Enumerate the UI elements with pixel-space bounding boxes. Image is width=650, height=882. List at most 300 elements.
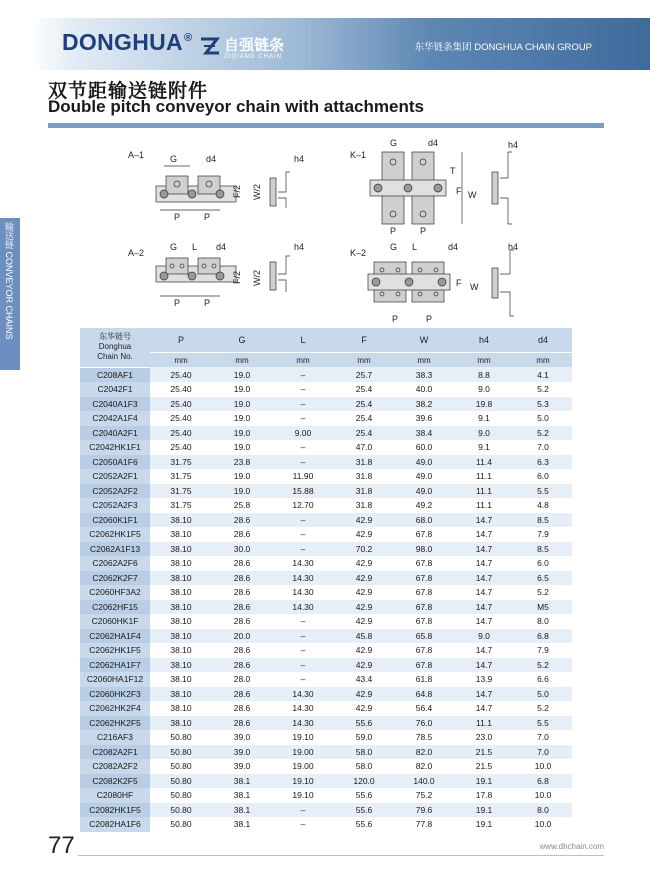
diagram-a2-l: L	[192, 242, 198, 252]
table-cell: 68.0	[394, 513, 454, 528]
table-cell: –	[272, 513, 334, 528]
table-cell: 42.9	[334, 658, 394, 673]
diagram-a2-p1: P	[174, 298, 181, 308]
table-cell: 19.0	[212, 484, 272, 499]
table-cell: 39.0	[212, 745, 272, 760]
table-cell: 50.80	[170, 732, 192, 743]
table-cell: 19.1	[454, 803, 514, 818]
table-cell: 5.2	[537, 703, 549, 714]
table-row	[80, 759, 572, 774]
chain-no-cell: C2052A2F2	[80, 484, 150, 499]
table-cell: 38.1	[233, 819, 251, 830]
table-cell: 7.0	[514, 745, 572, 760]
diagram-a1-w2: W/2	[252, 183, 262, 200]
table-cell: 49.2	[415, 500, 433, 511]
diagram-k1-f: F	[456, 186, 462, 196]
diagram-a1	[128, 150, 304, 222]
table-cell: 49.0	[415, 471, 433, 482]
table-cell: 28.6	[233, 587, 251, 598]
chain-no-cell: C2062HA1F7	[80, 658, 150, 673]
table-cell: 25.4	[355, 413, 373, 424]
table-cell: 14.7	[454, 513, 514, 528]
diagram-a2-g: G	[170, 242, 178, 252]
diagram-k1-d4: d4	[428, 138, 439, 148]
table-row	[80, 469, 572, 484]
table-row	[80, 571, 572, 586]
table-body	[80, 367, 572, 832]
table-row	[80, 803, 572, 818]
table-cell: –	[300, 529, 306, 540]
table-row	[80, 440, 572, 455]
diagram-k1-t: T	[450, 166, 456, 176]
table-cell: 39.0	[233, 761, 251, 772]
chain-no-cell: C2062A1F13	[80, 542, 150, 557]
table-cell: 42.9	[355, 645, 373, 656]
table-cell: 9.1	[478, 442, 490, 453]
table-cell: 9.0	[454, 629, 514, 644]
table-cell: 38.10	[150, 629, 212, 644]
table-cell: 55.6	[334, 716, 394, 731]
chain-no-cell: C2062HK1F5	[80, 527, 150, 542]
table-cell: 38.1	[212, 774, 272, 789]
table-cell: 50.80	[170, 790, 192, 801]
diagram-a2-h4: h4	[294, 242, 305, 252]
group-name: 东华链条集团 DONGHUA CHAIN GROUP	[414, 42, 592, 53]
table-cell: 19.0	[212, 426, 272, 441]
table-cell: 67.8	[415, 558, 433, 569]
chain-no-cell: C2080HF	[80, 788, 150, 803]
table-row	[80, 382, 572, 397]
chain-no-cell: C2062K2F7	[80, 571, 150, 586]
table-cell: 25.40	[170, 384, 192, 395]
diagram-a2-d4: d4	[216, 242, 227, 252]
diagram-a2-p2: P	[204, 298, 211, 308]
diagram-k1-p2: P	[420, 226, 427, 236]
chain-no-cell: C2060HK2F3	[80, 687, 150, 702]
table-cell: 14.30	[292, 703, 314, 714]
table-cell: 14.7	[454, 571, 514, 586]
diagram-k2-w: W	[470, 282, 479, 292]
table-cell: 14.30	[292, 558, 314, 569]
table-row	[80, 716, 572, 731]
table-cell: 21.5	[475, 761, 493, 772]
diagram-k2-label: K–2	[350, 248, 367, 258]
chain-no-cell: C2082HA1F6	[80, 817, 150, 832]
table-cell: 19.0	[212, 367, 272, 382]
unit-p: mm	[150, 353, 212, 368]
diagram-k1-label: K–1	[350, 150, 367, 160]
table-cell: 11.1	[476, 471, 492, 482]
table-cell: 42.9	[334, 513, 394, 528]
table-cell: 9.00	[272, 426, 334, 441]
table-cell: 14.30	[292, 587, 314, 598]
table-cell: 10.0	[534, 819, 552, 830]
chain-no-cell: C2060K1F1	[80, 513, 150, 528]
table-cell: 19.00	[272, 745, 334, 760]
chain-no-cell: C2062HK2F5	[80, 716, 150, 731]
table-cell: –	[272, 367, 334, 382]
ziqiang-logo-icon	[200, 37, 220, 55]
table-cell: 120.0	[334, 774, 394, 789]
diagram-k2-l: L	[412, 242, 418, 252]
brand-en: ZIQIANG CHAIN	[224, 54, 283, 60]
diagram-k1-h4: h4	[508, 140, 519, 150]
table-cell: 67.8	[415, 529, 433, 540]
table-row	[80, 556, 572, 571]
chain-no-cell: C216AF3	[80, 730, 150, 745]
table-cell: 14.7	[454, 687, 514, 702]
diagram-k2-p1: P	[392, 314, 399, 324]
table-cell: 28.6	[212, 571, 272, 586]
diagram-k1-p1: P	[390, 226, 397, 236]
col-header-g: G	[212, 328, 272, 353]
table-cell: 7.9	[537, 645, 549, 656]
unit-l: mm	[272, 353, 334, 368]
table-cell: 38.10	[170, 558, 192, 569]
table-row	[80, 774, 572, 789]
table-cell: 19.0	[233, 471, 251, 482]
table-cell: 77.8	[415, 819, 433, 830]
table-cell: 15.88	[272, 484, 334, 499]
table-cell: 7.0	[537, 442, 549, 453]
table-cell: 25.40	[170, 413, 192, 424]
chain-no-cell: C2040A2F1	[80, 426, 150, 441]
table-cell: 19.1	[454, 774, 514, 789]
table-cell: 28.6	[212, 658, 272, 673]
table-cell: 21.5	[454, 745, 514, 760]
table-cell: 25.8	[233, 500, 251, 511]
diagram-a2-f2: F/2	[232, 270, 242, 284]
table-row	[80, 745, 572, 760]
table-cell: 64.8	[394, 687, 454, 702]
page-number: 77	[48, 832, 75, 859]
diagram-a1-label: A–1	[128, 150, 145, 160]
chain-no-cell: C2050A1F6	[80, 455, 150, 470]
table-cell: 55.6	[355, 819, 373, 830]
table-cell: 19.10	[272, 774, 334, 789]
col-header-l: L	[272, 328, 334, 353]
col-header-d4: d4	[514, 328, 572, 353]
diagram-a1-f2: F/2	[232, 184, 242, 198]
table-cell: 14.7	[475, 587, 493, 598]
table-cell: 14.7	[454, 600, 514, 615]
table-cell: 58.0	[355, 761, 373, 772]
table-cell: 42.9	[334, 687, 394, 702]
unit-g: mm	[212, 353, 272, 368]
footer-url: www.dhchain.com	[539, 842, 604, 851]
table-cell: 19.0	[233, 442, 251, 453]
table-cell: –	[300, 616, 306, 627]
diagram-k1-g: G	[390, 138, 398, 148]
diagram-a2-label: A–2	[128, 248, 145, 258]
table-row	[80, 629, 572, 644]
table-cell: 11.1	[454, 716, 514, 731]
table-cell: 38.10	[150, 716, 212, 731]
table-cell: 67.8	[415, 616, 433, 627]
table-cell: 49.0	[394, 484, 454, 499]
table-cell: 6.3	[514, 455, 572, 470]
table-row	[80, 730, 572, 745]
table-cell: 25.4	[334, 397, 394, 412]
table-cell: 25.40	[150, 397, 212, 412]
unit-d4: mm	[514, 353, 572, 368]
chain-no-cell: C2062HA1F4	[80, 629, 150, 644]
diagram-a1-p2: P	[204, 212, 211, 222]
table-cell: 11.90	[292, 471, 314, 482]
col-header-h4: h4	[454, 328, 514, 353]
table-cell: 49.0	[394, 455, 454, 470]
table-cell: 19.8	[454, 397, 514, 412]
table-cell: 25.4	[355, 384, 373, 395]
table-row	[80, 542, 572, 557]
table-cell: 14.30	[272, 600, 334, 615]
table-cell: 38.10	[170, 645, 192, 656]
table-cell: 11.4	[454, 455, 514, 470]
table-cell: 75.2	[415, 790, 433, 801]
table-cell: 19.0	[233, 413, 251, 424]
diagram-a2-w2: W/2	[252, 269, 262, 286]
table-cell: 12.70	[292, 500, 314, 511]
section-side-label: 输送链 CONVEYOR CHAINS	[4, 222, 14, 340]
table-cell: –	[272, 455, 334, 470]
chain-no-cell: C2062HF15	[80, 600, 150, 615]
table-cell: 56.4	[415, 703, 433, 714]
table-cell: 5.2	[514, 426, 572, 441]
col-header-p: P	[150, 328, 212, 353]
table-cell: 42.9	[355, 703, 373, 714]
table-row	[80, 817, 572, 832]
table-cell: 28.0	[233, 674, 251, 685]
table-cell: 25.7	[334, 367, 394, 382]
brand-logo-text: DONGHUA®	[62, 29, 193, 55]
table-cell: 6.5	[514, 571, 572, 586]
table-cell: 14.7	[475, 616, 493, 627]
table-cell: 7.0	[537, 732, 549, 743]
chain-no-cell: C2060HA1F12	[80, 672, 150, 687]
diagram-a1-g: G	[170, 154, 178, 164]
table-cell: 45.8	[334, 629, 394, 644]
table-cell: 50.80	[150, 803, 212, 818]
table-row	[80, 585, 572, 600]
table-cell: 9.1	[478, 413, 490, 424]
diagram-k2-h4: h4	[508, 242, 519, 252]
chain-no-cell: C2062HK1F5	[80, 643, 150, 658]
table-cell: 28.6	[212, 716, 272, 731]
table-cell: 38.10	[150, 658, 212, 673]
table-cell: 14.7	[475, 645, 493, 656]
diagram-k2-g: G	[390, 242, 398, 252]
table-cell: 38.10	[170, 529, 192, 540]
table-cell: –	[300, 819, 306, 830]
table-cell: 39.6	[415, 413, 433, 424]
diagram-k2-f: F	[456, 278, 462, 288]
table-cell: 8.8	[454, 367, 514, 382]
table-cell: –	[272, 803, 334, 818]
table-cell: 14.7	[454, 658, 514, 673]
table-row	[80, 498, 572, 513]
table-cell: 14.30	[272, 716, 334, 731]
table-cell: 14.7	[475, 703, 493, 714]
table-cell: 38.10	[170, 616, 192, 627]
table-cell: 38.10	[150, 542, 212, 557]
table-cell: 28.6	[212, 513, 272, 528]
table-cell: 67.8	[415, 645, 433, 656]
table-cell: 6.0	[537, 471, 549, 482]
table-cell: 28.6	[212, 600, 272, 615]
table-cell: 55.6	[334, 803, 394, 818]
chain-no-cell: C2082HK1F5	[80, 803, 150, 818]
table-cell: 59.0	[355, 732, 373, 743]
unit-h4: mm	[454, 353, 514, 368]
diagram-k2	[350, 242, 518, 324]
table-cell: 28.6	[233, 703, 251, 714]
table-cell: 31.8	[334, 455, 394, 470]
col-header-f: F	[334, 328, 394, 353]
diagram-k2-d4: d4	[448, 242, 459, 252]
table-cell: 6.6	[537, 674, 549, 685]
table-cell: –	[300, 645, 306, 656]
chain-no-cell: C2052A2F1	[80, 469, 150, 484]
table-cell: 38.3	[394, 367, 454, 382]
table-cell: 17.8	[475, 790, 493, 801]
table-cell: 8.0	[537, 616, 549, 627]
table-cell: 23.0	[475, 732, 493, 743]
table-cell: 9.0	[478, 384, 490, 395]
chain-no-cell: C2062A2F6	[80, 556, 150, 571]
table-cell: 7.9	[537, 529, 549, 540]
table-cell: 38.1	[233, 790, 251, 801]
table-cell: 25.40	[150, 367, 212, 382]
chain-no-cell: C2082A2F1	[80, 745, 150, 760]
table-cell: 8.0	[514, 803, 572, 818]
chain-no-cell: C2060HK1F	[80, 614, 150, 629]
table-cell: 5.2	[537, 587, 549, 598]
table-cell: 5.5	[514, 484, 572, 499]
page-header	[0, 18, 650, 70]
chain-no-cell: C2042A1F4	[80, 411, 150, 426]
table-cell: –	[272, 397, 334, 412]
table-cell: 5.3	[514, 397, 572, 412]
table-cell: 19.0	[233, 384, 251, 395]
table-cell: 38.10	[170, 703, 192, 714]
table-cell: 14.30	[272, 687, 334, 702]
table-cell: M5	[514, 600, 572, 615]
table-cell: 50.80	[150, 774, 212, 789]
table-cell: 5.2	[514, 658, 572, 673]
table-cell: 38.4	[394, 426, 454, 441]
table-row	[80, 614, 572, 629]
table-cell: 38.10	[150, 513, 212, 528]
table-row	[80, 367, 572, 382]
table-cell: 31.75	[170, 500, 192, 511]
chain-no-cell: C2052A2F3	[80, 498, 150, 513]
chain-no-header: 东华链号 Donghua Chain No.	[80, 328, 150, 367]
table-row	[80, 643, 572, 658]
table-cell: 5.2	[537, 384, 549, 395]
table-cell: 38.10	[170, 674, 192, 685]
table-cell: 67.8	[394, 600, 454, 615]
table-cell: 42.9	[355, 529, 373, 540]
col-header-w: W	[394, 328, 454, 353]
table-cell: 11.1	[476, 500, 492, 511]
table-cell: 28.6	[233, 558, 251, 569]
table-cell: –	[300, 384, 306, 395]
chain-no-cell: C2082A2F2	[80, 759, 150, 774]
brand-cn: 自强链条	[224, 37, 285, 54]
table-row	[80, 397, 572, 412]
table-cell: –	[300, 674, 306, 685]
table-cell: 38.10	[150, 687, 212, 702]
table-cell: 14.30	[272, 571, 334, 586]
table-cell: 5.0	[537, 413, 549, 424]
diagram-k1	[350, 138, 518, 236]
diagram-a2	[128, 242, 304, 308]
table-cell: 79.6	[394, 803, 454, 818]
table-cell: 8.5	[514, 513, 572, 528]
chain-spec-table	[80, 328, 572, 832]
table-cell: 28.6	[233, 645, 251, 656]
table-cell: 76.0	[394, 716, 454, 731]
table-cell: 70.2	[334, 542, 394, 557]
page-title-cn: 双节距输送链附件	[48, 81, 209, 102]
unit-f: mm	[334, 353, 394, 368]
table-cell: 6.8	[514, 774, 572, 789]
table-header-row	[80, 328, 572, 353]
attachment-drawings	[120, 138, 540, 328]
table-cell: 38.10	[170, 587, 192, 598]
diagram-a1-p1: P	[174, 212, 181, 222]
table-cell: –	[272, 629, 334, 644]
diagram-a1-h4: h4	[294, 154, 305, 164]
table-cell: 19.10	[292, 732, 314, 743]
table-row	[80, 701, 572, 716]
table-cell: 25.40	[150, 426, 212, 441]
table-cell: 19.10	[292, 790, 314, 801]
table-row	[80, 484, 572, 499]
table-row	[80, 455, 572, 470]
table-cell: 19.0	[212, 397, 272, 412]
table-cell: 11.1	[454, 484, 514, 499]
table-cell: 58.0	[334, 745, 394, 760]
table-cell: 30.0	[212, 542, 272, 557]
chain-no-cell: C2042F1	[80, 382, 150, 397]
table-cell: 67.8	[415, 587, 433, 598]
table-row	[80, 658, 572, 673]
table-cell: 38.2	[394, 397, 454, 412]
chain-no-cell: C2060HF3A2	[80, 585, 150, 600]
table-cell: 31.75	[150, 455, 212, 470]
table-cell: 38.10	[150, 600, 212, 615]
table-row	[80, 672, 572, 687]
table-cell: 14.7	[454, 542, 514, 557]
table-cell: 28.6	[233, 529, 251, 540]
table-row	[80, 687, 572, 702]
table-row	[80, 788, 572, 803]
table-cell: 10.0	[534, 790, 552, 801]
table-cell: 38.10	[150, 571, 212, 586]
table-cell: 42.9	[334, 600, 394, 615]
table-cell: 50.80	[170, 819, 192, 830]
table-cell: 8.5	[514, 542, 572, 557]
table-cell: 5.5	[514, 716, 572, 731]
table-cell: 31.8	[355, 500, 373, 511]
table-cell: 47.0	[355, 442, 373, 453]
chain-no-cell: C2062HK2F4	[80, 701, 150, 716]
chain-no-cell: C208AF1	[80, 367, 150, 382]
table-cell: 40.0	[415, 384, 433, 395]
table-cell: –	[300, 413, 306, 424]
table-row	[80, 527, 572, 542]
